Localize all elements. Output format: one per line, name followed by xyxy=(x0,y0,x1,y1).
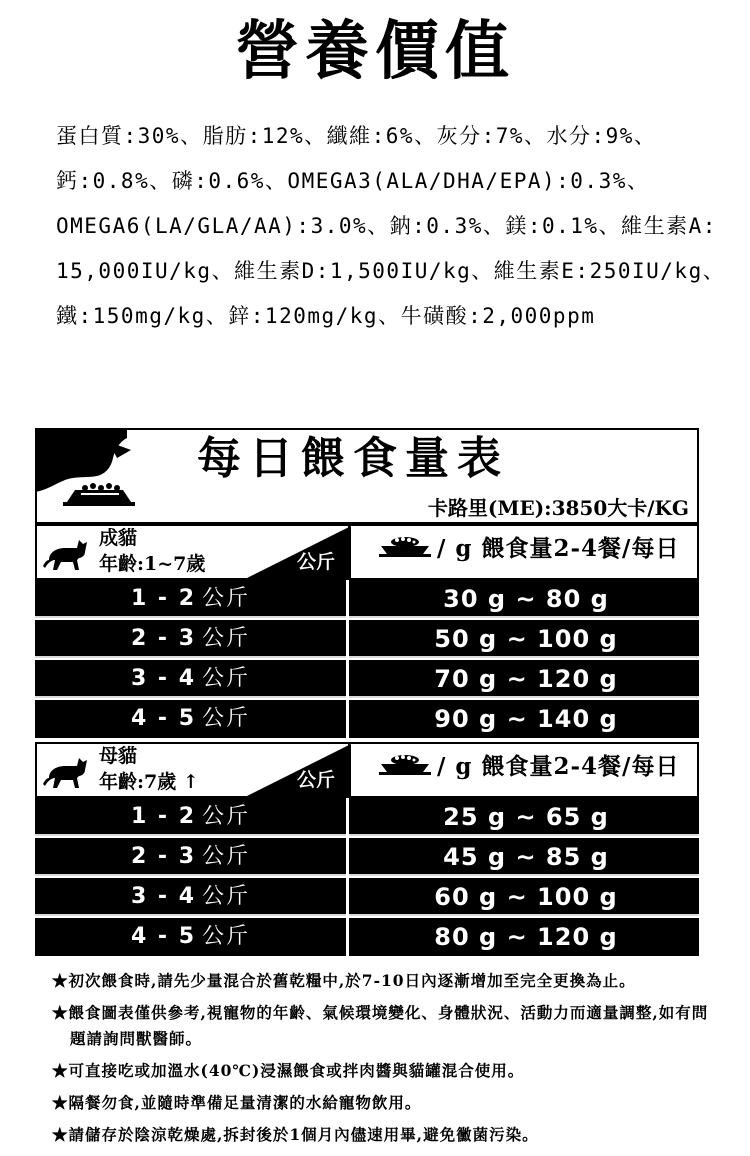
row-divider xyxy=(35,914,699,916)
column-separator xyxy=(346,700,349,738)
column-separator xyxy=(346,620,349,658)
weight-value: 1 - 2 xyxy=(130,586,197,611)
weight-value: 3 - 4 xyxy=(130,884,197,909)
calorie-info: 卡路里(ME):3850大卡/KG xyxy=(427,496,689,520)
nutrition-line: 15,000IU/kg、維生素D:1,500IU/kg、維生素E:250IU/kg、 xyxy=(56,259,726,283)
weight-value: 4 - 5 xyxy=(130,924,197,949)
feeding-table xyxy=(35,428,699,958)
weight-unit-label: 公斤 xyxy=(297,769,336,791)
table-row xyxy=(35,878,699,916)
column-separator xyxy=(346,580,349,618)
table-row xyxy=(35,918,699,956)
column-separator xyxy=(346,918,349,956)
nutrition-line: 鐵:150mg/kg、鋅:120mg/kg、牛磺酸:2,000ppm xyxy=(56,304,596,328)
weight-value: 3 - 4 xyxy=(130,666,197,691)
weight-range xyxy=(35,838,346,876)
weight-range xyxy=(35,620,346,658)
adult-cat-section-header xyxy=(35,524,699,580)
weight-value: 2 - 3 xyxy=(130,844,197,869)
nutrition-line: 鈣:0.8%、磷:0.6%、OMEGA3(ALA/DHA/EPA):0.3%、 xyxy=(56,169,650,193)
weight-unit: 公斤 xyxy=(202,844,251,869)
weight-range xyxy=(35,918,346,956)
table-row xyxy=(35,580,699,618)
section-age: 年齡:7歲 ↑ xyxy=(99,771,199,793)
food-bowl-icon xyxy=(377,532,433,558)
table-row xyxy=(35,620,699,658)
section-age: 年齡:1~7歲 xyxy=(99,553,206,575)
table-row xyxy=(35,660,699,698)
weight-range xyxy=(35,580,346,618)
feed-amount: 90 g ~ 140 g xyxy=(434,705,618,733)
weight-range xyxy=(35,798,346,836)
feeding-notes xyxy=(52,968,722,1154)
nutrition-facts xyxy=(56,114,726,339)
weight-unit: 公斤 xyxy=(202,884,251,909)
cat-icon xyxy=(43,748,89,794)
weight-unit: 公斤 xyxy=(202,924,251,949)
section-name: 成貓 xyxy=(99,527,138,549)
feed-amount: 25 g ~ 65 g xyxy=(443,803,609,831)
row-divider xyxy=(35,696,699,698)
cat-eating-icon xyxy=(35,428,145,524)
note-item: ★餵食圖表僅供參考,視寵物的年齡、氣候環境變化、身體狀況、活動力而適量調整,如有問題請詢問獸醫師。 xyxy=(52,1003,709,1048)
feed-amount-label: / g 餵食量2-4餐/每日 xyxy=(437,535,680,562)
section-name: 母貓 xyxy=(99,745,138,767)
feeding-table-header xyxy=(35,428,699,524)
weight-range xyxy=(35,660,346,698)
cat-icon xyxy=(43,530,89,576)
page-title: 營養價值 xyxy=(235,14,515,89)
column-separator xyxy=(346,798,349,836)
note-item: ★請儲存於陰涼乾燥處,拆封後於1個月內儘速用畢,避免黴菌污染。 xyxy=(52,1125,539,1144)
weight-value: 4 - 5 xyxy=(130,706,197,731)
column-separator xyxy=(346,878,349,916)
nutrition-line: 蛋白質:30%、脂肪:12%、纖維:6%、灰分:7%、水分:9%、 xyxy=(56,124,657,148)
senior-cat-section-header xyxy=(35,742,699,798)
column-separator xyxy=(346,660,349,698)
row-divider xyxy=(35,874,699,876)
note-item: ★可直接吃或加溫水(40℃)浸濕餵食或拌肉醬與貓罐混合使用。 xyxy=(52,1061,525,1080)
food-bowl-icon xyxy=(377,750,433,776)
row-divider xyxy=(35,616,699,618)
row-divider xyxy=(35,656,699,658)
weight-range xyxy=(35,700,346,738)
weight-range xyxy=(35,878,346,916)
feed-amount: 60 g ~ 100 g xyxy=(434,883,618,911)
row-divider xyxy=(35,834,699,836)
column-separator xyxy=(348,744,350,796)
weight-unit: 公斤 xyxy=(202,706,251,731)
weight-unit-label: 公斤 xyxy=(297,551,336,573)
weight-unit: 公斤 xyxy=(202,586,251,611)
nutrition-line: OMEGA6(LA/GLA/AA):3.0%、鈉:0.3%、鎂:0.1%、維生素A: xyxy=(56,214,717,238)
note-item: ★隔餐勿食,並隨時準備足量清潔的水給寵物飲用。 xyxy=(52,1093,422,1112)
feed-amount-label: / g 餵食量2-4餐/每日 xyxy=(437,753,680,780)
column-separator xyxy=(346,838,349,876)
table-row xyxy=(35,838,699,876)
table-row xyxy=(35,798,699,836)
feed-amount: 45 g ~ 85 g xyxy=(443,843,609,871)
note-item: ★初次餵食時,請先少量混合於舊乾糧中,於7-10日內逐漸增加至完全更換為止。 xyxy=(52,971,636,990)
feed-amount: 50 g ~ 100 g xyxy=(434,625,618,653)
feed-amount: 70 g ~ 120 g xyxy=(434,665,618,693)
feeding-table-title: 每日餵食量表 xyxy=(197,433,509,484)
weight-value: 1 - 2 xyxy=(130,804,197,829)
weight-unit: 公斤 xyxy=(202,626,251,651)
feed-amount: 80 g ~ 120 g xyxy=(434,923,618,951)
weight-value: 2 - 3 xyxy=(130,626,197,651)
feed-amount: 30 g ~ 80 g xyxy=(443,585,609,613)
table-row xyxy=(35,700,699,738)
weight-unit: 公斤 xyxy=(202,666,251,691)
column-separator xyxy=(348,526,350,578)
weight-unit: 公斤 xyxy=(202,804,251,829)
